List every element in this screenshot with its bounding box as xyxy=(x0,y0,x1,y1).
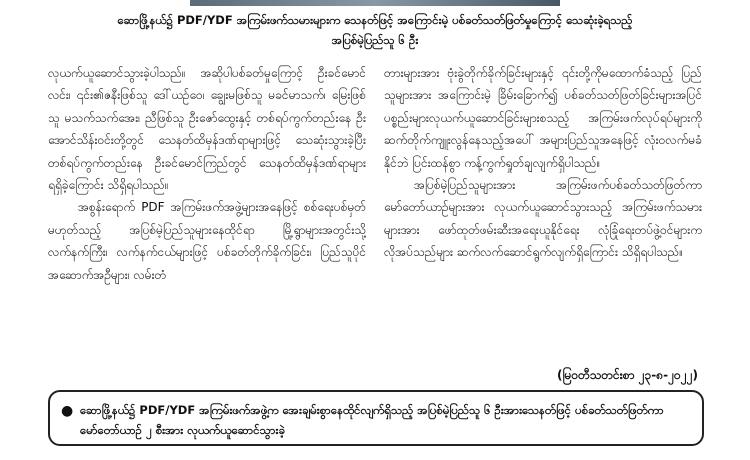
article-column-right xyxy=(384,62,702,264)
caption-line-1: ဆောဖြို့နယ်၌ PDF/YDF အကြမ်းဖက်သမားများက သေနတ်ဖြင့် အကြောင်းမဲ့ ပစ်ခတ်သတ်ဖြတ်မှုကြောင့် သေဆုံးခဲ့ရသည့် xyxy=(117,13,633,27)
source-dateline: (မြဝတီသတင်းစာ ၂၃-၈-၂၀၂၂) xyxy=(556,368,698,382)
news-photo-edge xyxy=(190,0,560,6)
photo-caption xyxy=(40,10,710,50)
article-paragraph: အပြစ်မဲ့ပြည်သူများအား အကြမ်းဖက်ပစ်ခတ်သတ်ဖြတ်ကာ မော်တော်ယာဉ်များအား လုယက်ယူဆောင်သွားသည့် အကြမ်းဖက်သမားများအား ဖော်ထုတ်ဖမ်းဆီးအရေးယူနိုင်ရေး လုံခြုံရေးတပ်ဖွဲ့ဝင်များက လိုအပ်သည်များ ဆက်လက်ဆောင်ရွက်လျက်ရှိကြောင်း သိရှိရပါသည်။ xyxy=(384,178,702,260)
article-column-left xyxy=(48,62,366,286)
article-paragraph: အစွန်းရောက် PDF အကြမ်းဖက်အဖွဲ့များအနေဖြင့် စစ်ရေးပစ်မှတ်မဟုတ်သည့် အပြစ်မဲ့ပြည်သူများနေထိုင်ရာ မြို့ရွာများအတွင်းသို့ လက်နက်ကြီး၊ လက်နက်ငယ်များဖြင့် ပစ်ခတ်တိုက်ခိုက်ခြင်း၊ ပြည်သူပိုင်အဆောက်အဦများ၊ လမ်းတံ xyxy=(48,200,366,282)
caption-line-2: အပြစ်မဲ့ပြည်သူ ၆ ဦး xyxy=(331,33,419,47)
bullet-icon: ● xyxy=(61,403,74,419)
summary-box xyxy=(48,390,704,446)
summary-text: ဆောဖြို့နယ်၌ PDF/YDF အကြမ်းဖက်အဖွဲ့က အေးချမ်းစွာနေထိုင်လျက်ရှိသည့် အပြစ်မဲ့ပြည်သူ ၆ ဦးအားသေနတ်ဖြင့် ပစ်ခတ်သတ်ဖြတ်ကာ မော်တော်ယာဉ် ၂ စီးအား လုယက်ယူဆောင်သွားခဲ့ xyxy=(80,403,664,437)
article-paragraph: လုယက်ယူဆောင်သွားခဲ့ပါသည်။ အဆိုပါပစ်ခတ်မှုကြောင့် ဦးခင်မောင်လင်း၊ ၎င်း၏ဇနီးဖြစ်သူ ဒေါ်ယဉ်ဝေ၊ ချွေးမဖြစ်သူ မခင်မာသက်၊ မြေးဖြစ်သူ မသက်သက်အေး၊ ညီဖြစ်သူ ဦးဇော်ထွေးနှင့် တစ်ရပ်ကွက်တည်းနေ ဦးအောင်သိန်းဝင်းတို့တွင် သေနတ်ထိမှန်ဒဏ်ရာများဖြင့် သေဆုံးသွားခဲ့ပြီး တစ်ရပ်ကွက်တည်းနေ ဦးခင်မောင်ကြည်တွင် သေနတ်ထိမှန်ဒဏ်ရာများ ရရှိခဲ့ကြောင်း သိရှိရပါသည်။ xyxy=(48,66,366,193)
article-paragraph: တားများအား ဗုံးခွဲတိုက်ခိုက်ခြင်းများနှင့် ၎င်းတို့ကိုမထောက်ခံသည့် ပြည်သူများအား အကြောင်းမဲ့ ခြိမ်းခြောက်၍ ပစ်ခတ်သတ်ဖြတ်ခြင်းများအပြင် ပစ္စည်းများလုယက်ယူဆောင်ခြင်းများစသည့် အကြမ်းဖက်လုပ်ရပ်များကို ဆက်တိုက်ကျူးလွန်နေသည့်အပေါ် အများပြည်သူအနေဖြင့် လုံးဝလက်မခံနိုင်ဘဲ ပြင်းထန်စွာ ကန့်ကွက်ရှုတ်ချလျက်ရှိပါသည်။ xyxy=(384,66,702,170)
